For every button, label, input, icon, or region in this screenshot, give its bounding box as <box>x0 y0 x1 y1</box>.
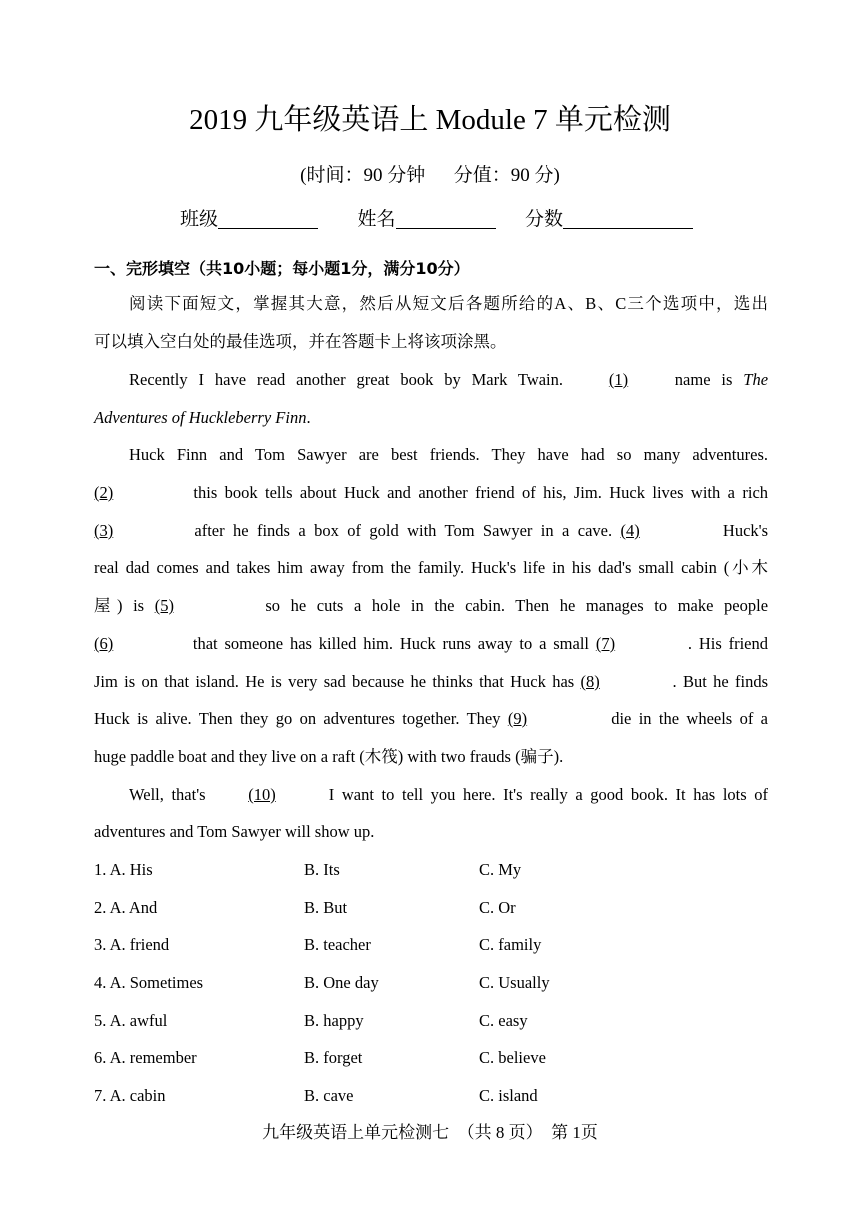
blank-2: (2) <box>94 483 114 502</box>
name-field[interactable] <box>396 208 496 229</box>
section-heading: 一、完形填空（共10小题；每小题1分，满分10分） <box>94 259 470 278</box>
option-row <box>94 1086 774 1108</box>
option-a[interactable]: 4. A. Sometimes <box>94 973 204 992</box>
option-a[interactable]: 1. A. His <box>94 860 153 879</box>
instruction-line-2: 可以填入空白处的最佳选项，并在答题卡上将该项涂黑。 <box>94 332 507 351</box>
book-title-text: Adventures of Huckleberry Finn <box>94 408 307 427</box>
passage-text: after he finds a box of gold with Tom Sawyer in a cave. <box>194 521 613 540</box>
passage-text: I want to tell you here. It's really a good book. It has lots of <box>328 785 768 804</box>
passage-text: . His friend <box>687 634 769 653</box>
passage-text: this book tells about Huck and another friend of his, Jim. Huck lives with a rich <box>193 483 769 502</box>
class-label: 班级 <box>180 209 219 230</box>
page-footer: 九年级英语上单元检测七 （共 8 页） 第 1页 <box>262 1123 598 1142</box>
instruction-line-1: 阅读下面短文，掌握其大意，然后从短文后各题所给的A、B、C三个选项中，选出 <box>129 294 768 313</box>
option-c[interactable]: C. believe <box>479 1048 546 1067</box>
option-c[interactable]: C. island <box>479 1086 538 1105</box>
passage-text: that someone has killed him. Huck runs away to a small <box>192 634 589 653</box>
blank-3: (3) <box>94 521 114 540</box>
exam-info: (时间：90 分钟 分值：90 分) <box>300 165 560 186</box>
passage-text: Huck's <box>722 521 769 540</box>
passage-line <box>94 700 768 738</box>
option-row <box>94 973 774 995</box>
option-c[interactable]: C. My <box>479 860 522 879</box>
passage-line <box>94 776 768 814</box>
passage-text: Well, that's <box>129 785 206 804</box>
blank-6: (6) <box>94 634 114 653</box>
passage-text: name is <box>674 370 733 389</box>
passage-text: 屋) is <box>94 596 145 615</box>
blank-7: (7) <box>595 634 616 653</box>
blank-9: (9) <box>507 709 528 728</box>
passage-line: Huck Finn and Tom Sawyer are best friends. They have had so many adventures. <box>129 445 768 464</box>
option-a[interactable]: 6. A. remember <box>94 1048 197 1067</box>
option-a[interactable]: 7. A. cabin <box>94 1086 166 1105</box>
name-label: 姓名 <box>357 209 396 230</box>
option-b[interactable]: B. cave <box>304 1086 354 1105</box>
option-b[interactable]: B. One day <box>304 973 379 992</box>
passage-line <box>94 361 768 399</box>
option-row <box>94 898 774 920</box>
passage-line: adventures and Tom Sawyer will show up. <box>94 822 375 841</box>
class-field[interactable] <box>218 208 318 229</box>
option-c[interactable]: C. Usually <box>479 973 550 992</box>
option-a[interactable]: 2. A. And <box>94 898 158 917</box>
passage-text: . But he finds <box>672 672 768 691</box>
option-b[interactable]: B. teacher <box>304 935 371 954</box>
score-label: 分数 <box>525 209 564 230</box>
option-row <box>94 1048 774 1070</box>
option-row <box>94 1011 774 1033</box>
blank-5: (5) <box>154 596 174 615</box>
option-b[interactable]: B. Its <box>304 860 340 879</box>
passage-line <box>94 512 768 550</box>
option-b[interactable]: B. happy <box>304 1011 364 1030</box>
passage-text: Jim is on that island. He is very sad because he thinks that Huck has <box>94 672 575 691</box>
option-c[interactable]: C. easy <box>479 1011 528 1030</box>
option-a[interactable]: 5. A. awful <box>94 1011 168 1030</box>
book-title-text: The <box>743 370 769 389</box>
blank-1: (1) <box>608 370 629 389</box>
passage-text: die in the wheels of a <box>611 709 769 728</box>
passage-line <box>94 399 768 437</box>
passage-text: Huck is alive. Then they go on adventures together. They <box>94 709 501 728</box>
student-info-fields <box>180 207 693 233</box>
blank-4: (4) <box>620 521 640 540</box>
passage-text: so he cuts a hole in the cabin. Then he manages to make people <box>265 596 769 615</box>
blank-8: (8) <box>580 672 600 691</box>
page-title: 2019 九年级英语上 Module 7 单元检测 <box>189 104 671 136</box>
option-row <box>94 935 774 957</box>
score-field[interactable] <box>563 208 693 229</box>
passage-line: huge paddle boat and they live on a raft (木筏) with two frauds (骗子). <box>94 747 564 766</box>
blank-10: (10) <box>248 785 276 804</box>
option-c[interactable]: C. Or <box>479 898 516 917</box>
passage-line <box>94 587 768 625</box>
passage-text: Recently I have read another great book by Mark Twain. <box>129 370 564 389</box>
option-b[interactable]: B. forget <box>304 1048 363 1067</box>
passage-line <box>94 663 768 701</box>
option-c[interactable]: C. family <box>479 935 542 954</box>
passage-line <box>94 625 768 663</box>
option-b[interactable]: B. But <box>304 898 348 917</box>
passage-text: . <box>306 408 311 427</box>
passage-line <box>94 474 768 512</box>
passage-line: real dad comes and takes him away from the family. Huck's life in his dad's small cabin (小木 <box>94 558 768 577</box>
option-a[interactable]: 3. A. friend <box>94 935 170 954</box>
option-row <box>94 860 774 882</box>
